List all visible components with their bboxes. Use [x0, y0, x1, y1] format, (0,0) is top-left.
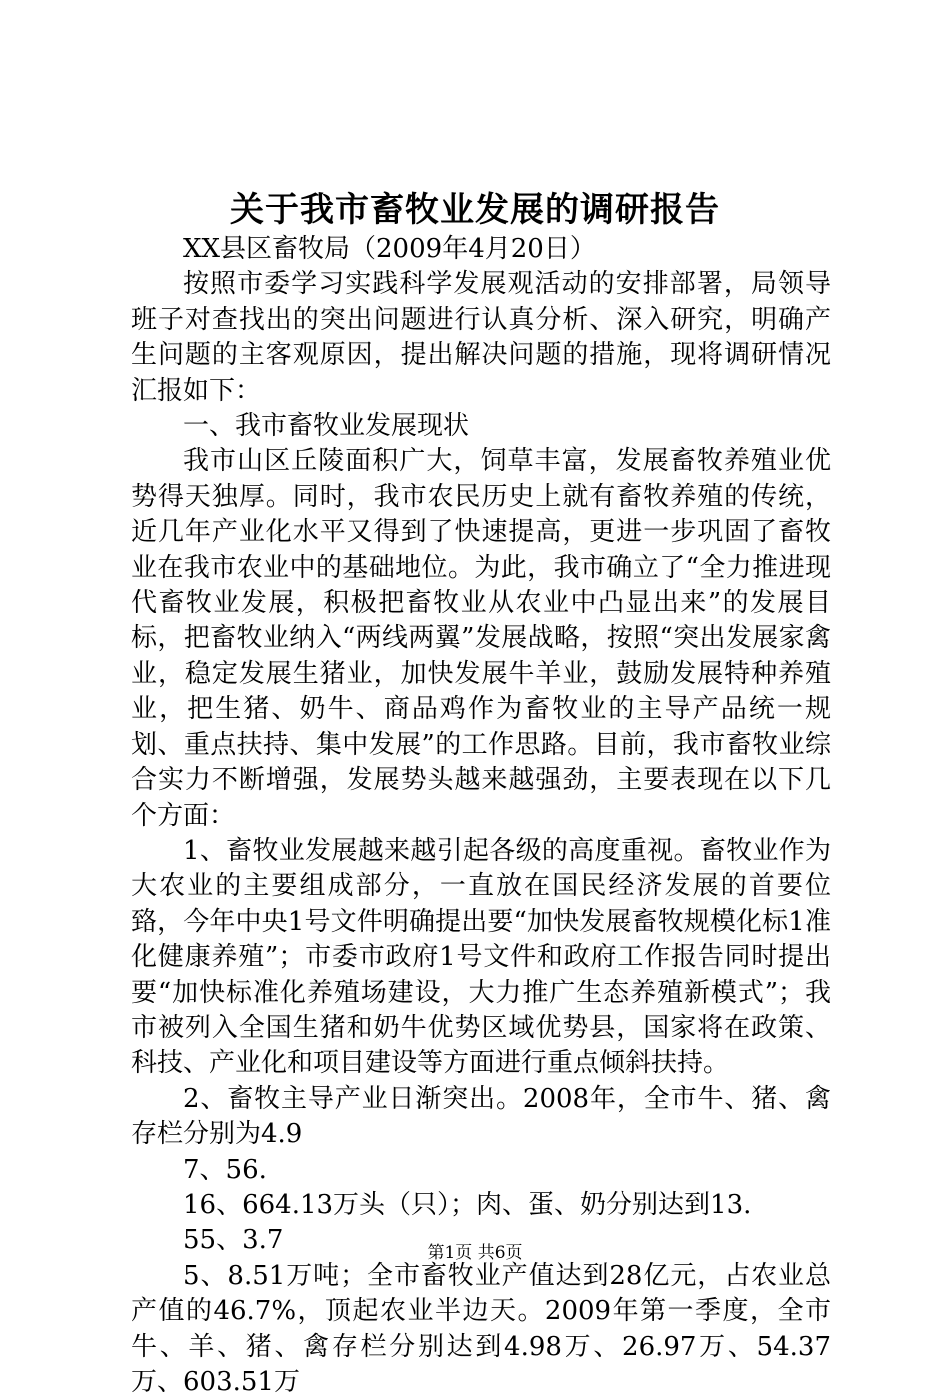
body-paragraph: 5、8.51万吨；全市畜牧业产值达到28亿元，占农业总产值的46.7%，顶起农业半边天。2009年第一季度，全市牛、羊、猪、禽存栏分别达到4.98万、26.97万、54.37万、603.51万: [131, 1260, 831, 1397]
body-paragraph: 16、664.13万头（只）；肉、蛋、奶分别达到13.: [183, 1189, 752, 1220]
document-body: [131, 232, 831, 1400]
body-paragraph: 55、3.7: [183, 1225, 284, 1256]
document-title: 关于我市畜牧业发展的调研报告: [230, 190, 720, 230]
author-date-line: XX县区畜牧局（2009年4月20日）: [183, 234, 596, 264]
body-paragraph: 7、56.: [183, 1154, 267, 1185]
body-paragraph: 2、畜牧主导产业日渐突出。2008年，全市牛、猪、禽存栏分别为4.9: [131, 1083, 831, 1150]
page-number-footer: 第1页 共6页: [427, 1243, 523, 1263]
intro-paragraph: 按照市委学习实践科学发展观活动的安排部署，局领导班子对查找出的突出问题进行认真分析、深入研究，明确产生问题的主客观原因，提出解决问题的措施，现将调研情况汇报如下：: [131, 269, 831, 406]
body-paragraph: 1、畜牧业发展越来越引起各级的高度重视。畜牧业作为大农业的主要组成部分，一直放在国民经济发展的首要位臵，今年中央1号文件明确提出要“加快发展畜牧规模化标1准化健康养殖”；市委市政府1号文件和政府工作报告同时提出要“加快标准化养殖场建设，大力推广生态养殖新模式”；我市被列入全国生猪和奶牛优势区域优势县，国家将在政策、科技、产业化和项目建设等方面进行重点倾斜扶持。: [131, 835, 831, 1079]
body-paragraph: 我市山区丘陵面积广大，饲草丰富，发展畜牧养殖业优势得天独厚。同时，我市农民历史上就有畜牧养殖的传统，近几年产业化水平又得到了快速提高，更进一步巩固了畜牧业在我市农业中的基础地位。为此，我市确立了“全力推进现代畜牧业发展，积极把畜牧业从农业中凸显出来”的发展目标，把畜牧业纳入“两线两翼”发展战略，按照“突出发展家禽业，稳定发展生猪业，加快发展牛羊业，鼓励发展特种养殖业，把生猪、奶牛、商品鸡作为畜牧业的主导产品统一规划、重点扶持、集中发展”的工作思路。目前，我市畜牧业综合实力不断增强，发展势头越来越强劲，主要表现在以下几个方面：: [131, 446, 831, 831]
section-heading: 一、我市畜牧业发展现状: [183, 411, 470, 442]
